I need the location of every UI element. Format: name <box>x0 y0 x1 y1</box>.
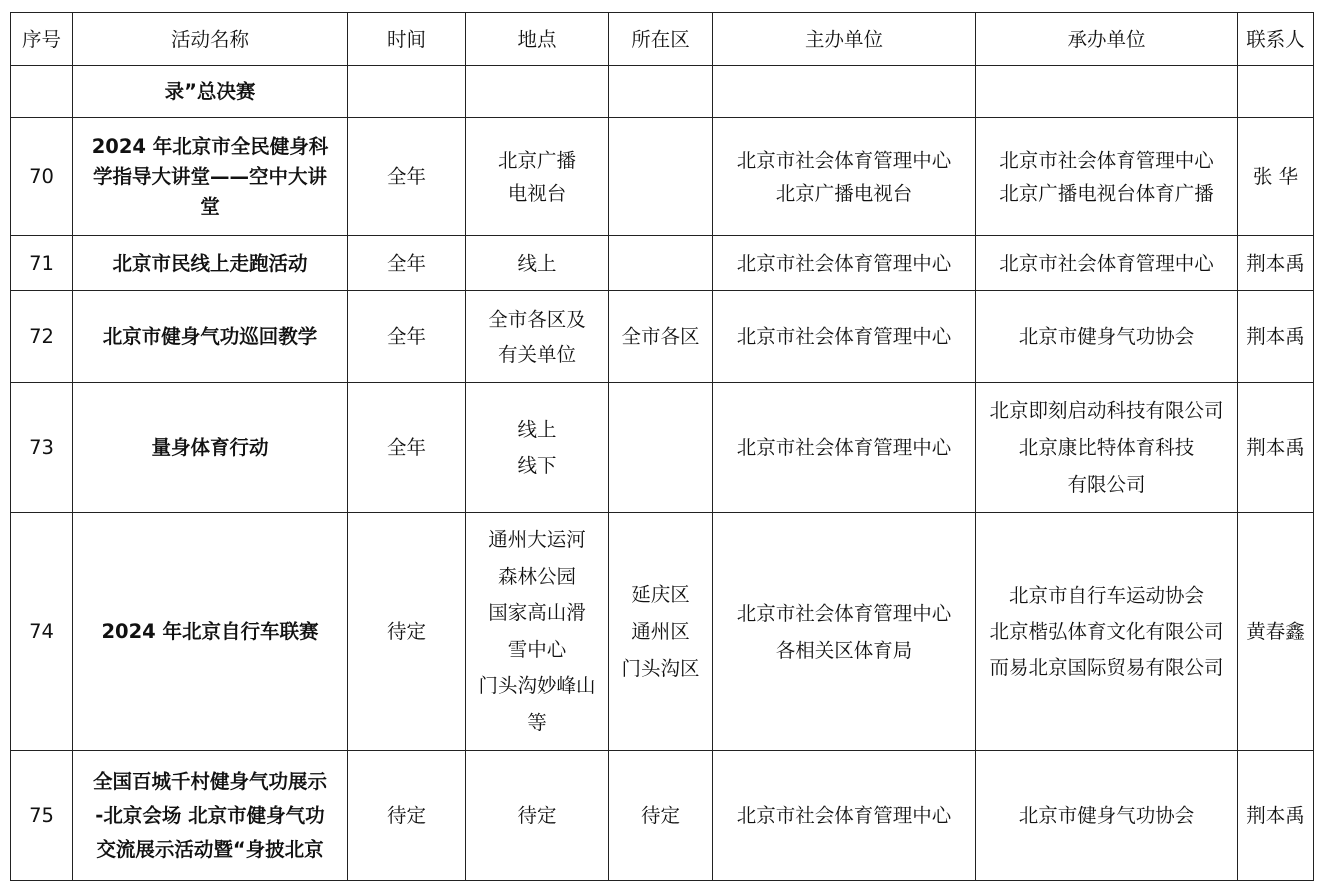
cell-organizer: 北京市社会体育管理中心 北京广播电视台体育广播 <box>976 118 1238 236</box>
cell-activity-name: 北京市民线上走跑活动 <box>73 236 348 291</box>
cell-organizer: 北京市健身气功协会 <box>976 291 1238 383</box>
cell-no: 72 <box>11 291 73 383</box>
cell-contact: 黄春鑫 <box>1238 513 1314 751</box>
cell-district <box>609 383 713 513</box>
cell-place: 线上 <box>466 236 609 291</box>
cell-district: 全市各区 <box>609 291 713 383</box>
cell-district: 延庆区 通州区 门头沟区 <box>609 513 713 751</box>
cell-no: 73 <box>11 383 73 513</box>
cell-contact: 荆本禹 <box>1238 751 1314 881</box>
header-organizer: 承办单位 <box>976 13 1238 66</box>
cell-activity-name: 量身体育行动 <box>73 383 348 513</box>
cell-no: 71 <box>11 236 73 291</box>
cell-activity-name: 全国百城千村健身气功展示 -北京会场 北京市健身气功 交流展示活动暨“身披北京 <box>73 751 348 881</box>
header-place: 地点 <box>466 13 609 66</box>
cell-contact: 荆本禹 <box>1238 291 1314 383</box>
table-row <box>11 513 1314 751</box>
cell-district <box>609 118 713 236</box>
cell-place <box>466 66 609 118</box>
cell-time: 全年 <box>348 118 466 236</box>
cell-district: 待定 <box>609 751 713 881</box>
table-row <box>11 66 1314 118</box>
cell-place: 通州大运河 森林公园 国家高山滑 雪中心 门头沟妙峰山 等 <box>466 513 609 751</box>
cell-organizer: 北京即刻启动科技有限公司 北京康比特体育科技 有限公司 <box>976 383 1238 513</box>
cell-organizer: 北京市健身气功协会 <box>976 751 1238 881</box>
header-contact: 联系人 <box>1238 13 1314 66</box>
cell-activity-name: 录”总决赛 <box>73 66 348 118</box>
cell-time: 全年 <box>348 291 466 383</box>
cell-organizer <box>976 66 1238 118</box>
cell-place: 北京广播 电视台 <box>466 118 609 236</box>
cell-time: 全年 <box>348 383 466 513</box>
table-row <box>11 236 1314 291</box>
cell-contact: 荆本禹 <box>1238 236 1314 291</box>
table-row <box>11 291 1314 383</box>
header-time: 时间 <box>348 13 466 66</box>
table-header-row <box>11 13 1314 66</box>
cell-place: 线上 线下 <box>466 383 609 513</box>
cell-host: 北京市社会体育管理中心 <box>713 383 976 513</box>
activity-schedule-table <box>10 12 1314 881</box>
cell-no: 74 <box>11 513 73 751</box>
table-row <box>11 118 1314 236</box>
cell-time: 待定 <box>348 513 466 751</box>
cell-time: 待定 <box>348 751 466 881</box>
cell-host: 北京市社会体育管理中心 各相关区体育局 <box>713 513 976 751</box>
cell-no: 70 <box>11 118 73 236</box>
header-activity-name: 活动名称 <box>73 13 348 66</box>
cell-time: 全年 <box>348 236 466 291</box>
cell-time <box>348 66 466 118</box>
cell-contact: 张 华 <box>1238 118 1314 236</box>
cell-host <box>713 66 976 118</box>
cell-no <box>11 66 73 118</box>
cell-place: 全市各区及 有关单位 <box>466 291 609 383</box>
cell-host: 北京市社会体育管理中心 <box>713 751 976 881</box>
cell-host: 北京市社会体育管理中心 北京广播电视台 <box>713 118 976 236</box>
cell-place: 待定 <box>466 751 609 881</box>
table-row <box>11 383 1314 513</box>
cell-organizer: 北京市自行车运动协会 北京楷弘体育文化有限公司 而易北京国际贸易有限公司 <box>976 513 1238 751</box>
cell-district <box>609 236 713 291</box>
cell-host: 北京市社会体育管理中心 <box>713 291 976 383</box>
header-host: 主办单位 <box>713 13 976 66</box>
table-row <box>11 751 1314 881</box>
cell-contact <box>1238 66 1314 118</box>
cell-activity-name: 北京市健身气功巡回教学 <box>73 291 348 383</box>
cell-district <box>609 66 713 118</box>
cell-activity-name: 2024 年北京市全民健身科 学指导大讲堂——空中大讲 堂 <box>73 118 348 236</box>
cell-activity-name: 2024 年北京自行车联赛 <box>73 513 348 751</box>
cell-organizer: 北京市社会体育管理中心 <box>976 236 1238 291</box>
cell-contact: 荆本禹 <box>1238 383 1314 513</box>
header-district: 所在区 <box>609 13 713 66</box>
cell-host: 北京市社会体育管理中心 <box>713 236 976 291</box>
header-no: 序号 <box>11 13 73 66</box>
cell-no: 75 <box>11 751 73 881</box>
